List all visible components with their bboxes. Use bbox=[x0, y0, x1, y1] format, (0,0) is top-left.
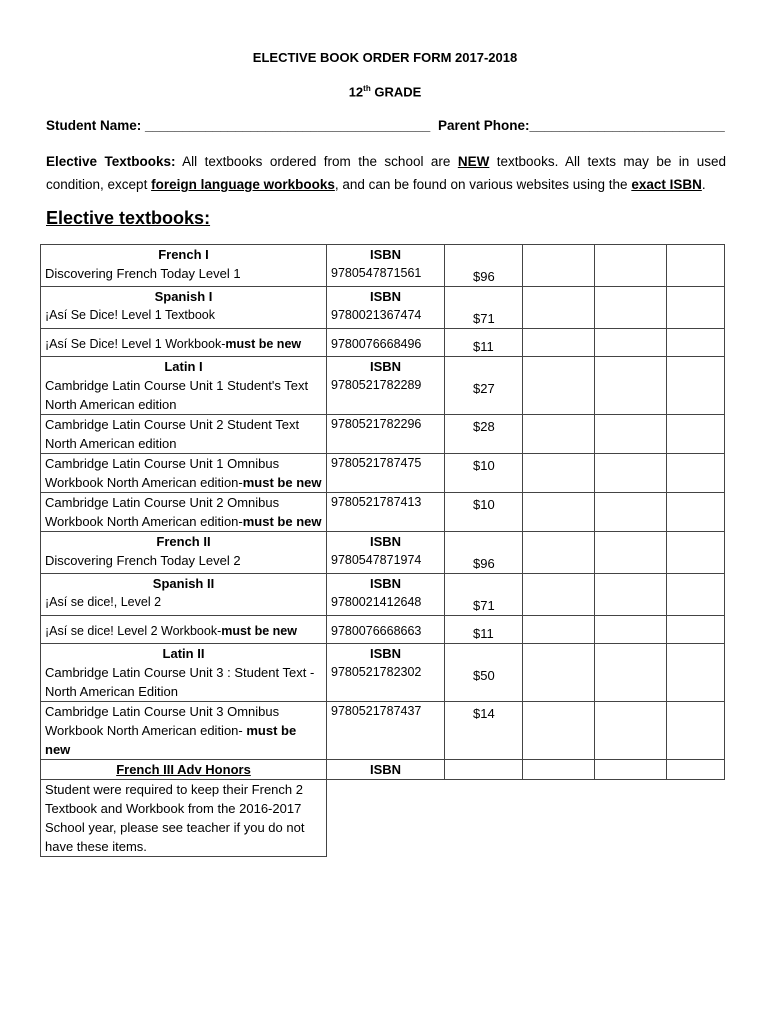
order-cell[interactable] bbox=[667, 493, 725, 532]
book-cell bbox=[41, 532, 327, 574]
isbn-cell bbox=[327, 245, 445, 287]
book-title: Cambridge Latin Course Unit 1 Omnibus Workbook North American edition-must be new bbox=[45, 456, 322, 490]
price-value: $71 bbox=[473, 598, 495, 613]
isbn-header: ISBN bbox=[369, 646, 402, 661]
book-row bbox=[41, 493, 725, 532]
section-row bbox=[41, 245, 725, 287]
price-value: $10 bbox=[473, 497, 495, 512]
form-title: ELECTIVE BOOK ORDER FORM 2017-2018 bbox=[252, 50, 518, 65]
price-value: $50 bbox=[473, 668, 495, 683]
section-name: Latin II bbox=[162, 646, 205, 661]
isbn-cell bbox=[327, 616, 445, 644]
price-value: $10 bbox=[473, 458, 495, 473]
order-cell[interactable] bbox=[523, 287, 595, 329]
isbn-cell bbox=[327, 760, 445, 780]
price-cell bbox=[445, 760, 523, 780]
section-name: Spanish II bbox=[152, 576, 215, 591]
book-title: Cambridge Latin Course Unit 3 : Student Text - North American Edition bbox=[45, 665, 315, 699]
book-cell bbox=[41, 415, 327, 454]
book-cell bbox=[41, 245, 327, 287]
section-row bbox=[41, 532, 725, 574]
isbn-header: ISBN bbox=[369, 762, 402, 777]
order-cell[interactable] bbox=[595, 357, 667, 415]
isbn-value: 9780076668496 bbox=[331, 337, 422, 351]
section-row bbox=[41, 574, 725, 616]
order-cell[interactable] bbox=[595, 616, 667, 644]
section-name: Latin I bbox=[164, 359, 203, 374]
isbn-header: ISBN bbox=[369, 289, 402, 304]
book-title: ¡Así se dice!, Level 2 bbox=[45, 595, 162, 609]
must-be-new: must be new bbox=[225, 337, 302, 351]
book-cell bbox=[41, 702, 327, 760]
order-cell[interactable] bbox=[523, 493, 595, 532]
intro-new: NEW bbox=[457, 154, 490, 169]
book-title: Discovering French Today Level 1 bbox=[45, 266, 241, 281]
grade-number: 12 bbox=[348, 84, 364, 100]
order-cell[interactable] bbox=[667, 760, 725, 780]
grade-label bbox=[0, 84, 770, 99]
book-title: ¡Así se dice! Level 2 Workbook-must be new bbox=[45, 624, 297, 638]
note-row bbox=[41, 780, 725, 857]
book-cell bbox=[41, 760, 327, 780]
book-title: Discovering French Today Level 2 bbox=[45, 553, 241, 568]
book-table bbox=[40, 244, 725, 857]
order-cell[interactable] bbox=[667, 454, 725, 493]
isbn-value: 9780521782296 bbox=[331, 417, 422, 431]
grade-text: GRADE bbox=[374, 84, 422, 100]
isbn-header: ISBN bbox=[369, 576, 402, 591]
price-value: $96 bbox=[473, 556, 495, 571]
order-cell[interactable] bbox=[595, 415, 667, 454]
order-cell[interactable] bbox=[667, 702, 725, 760]
order-cell[interactable] bbox=[595, 532, 667, 574]
price-cell bbox=[445, 574, 523, 616]
isbn-value: 9780521787437 bbox=[331, 704, 422, 718]
isbn-cell bbox=[327, 329, 445, 357]
isbn-cell bbox=[327, 357, 445, 415]
isbn-value: 9780521782289 bbox=[331, 378, 422, 392]
order-cell[interactable] bbox=[595, 245, 667, 287]
order-cell[interactable] bbox=[667, 616, 725, 644]
isbn-cell bbox=[327, 493, 445, 532]
book-row bbox=[41, 702, 725, 760]
order-cell[interactable] bbox=[523, 702, 595, 760]
isbn-value: 9780547871974 bbox=[331, 553, 422, 567]
order-cell[interactable] bbox=[595, 760, 667, 780]
order-cell[interactable] bbox=[667, 532, 725, 574]
isbn-header: ISBN bbox=[369, 534, 402, 549]
isbn-value: 9780521787413 bbox=[331, 495, 422, 509]
book-cell bbox=[41, 454, 327, 493]
isbn-header: ISBN bbox=[369, 247, 402, 262]
book-row bbox=[41, 454, 725, 493]
intro-text-4: . bbox=[701, 177, 706, 192]
order-cell[interactable] bbox=[667, 329, 725, 357]
isbn-value: 9780521787475 bbox=[331, 456, 422, 470]
price-cell bbox=[445, 454, 523, 493]
price-cell bbox=[445, 329, 523, 357]
order-cell[interactable] bbox=[595, 574, 667, 616]
grade-superscript: th bbox=[363, 84, 371, 93]
section-name: French III Adv Honors bbox=[116, 762, 251, 777]
book-title: ¡Así Se Dice! Level 1 Workbook-must be new bbox=[45, 337, 302, 351]
section-row bbox=[41, 760, 725, 780]
price-value: $96 bbox=[473, 269, 495, 284]
isbn-value: 9780521782302 bbox=[331, 665, 422, 679]
section-row bbox=[41, 357, 725, 415]
book-row bbox=[41, 329, 725, 357]
order-cell[interactable] bbox=[523, 532, 595, 574]
french3-note: Student were required to keep their French 2 Textbook and Workbook from the 2016-2017 School year, please see teacher if you do not have these items. bbox=[45, 782, 305, 854]
isbn-value: 9780076668663 bbox=[331, 624, 422, 638]
isbn-header: ISBN bbox=[369, 359, 402, 374]
price-value: $71 bbox=[473, 311, 495, 326]
section-heading: Elective textbooks: bbox=[46, 208, 211, 228]
book-title: Cambridge Latin Course Unit 3 Omnibus Workbook North American edition- must be new bbox=[45, 704, 297, 757]
section-name: French II bbox=[156, 534, 211, 549]
book-title: Cambridge Latin Course Unit 1 Student's Text North American edition bbox=[45, 378, 309, 412]
section-row bbox=[41, 287, 725, 329]
price-cell bbox=[445, 245, 523, 287]
price-value: $14 bbox=[473, 706, 495, 721]
book-cell bbox=[41, 287, 327, 329]
intro-text-2: textbooks. All texts may be in used condition, except bbox=[46, 154, 726, 192]
order-cell[interactable] bbox=[523, 357, 595, 415]
must-be-new: must be new bbox=[45, 723, 297, 757]
student-name-field[interactable]: Student Name: ______________________________________ bbox=[46, 118, 431, 133]
intro-text-3: , and can be found on various websites using the bbox=[334, 177, 632, 192]
price-cell bbox=[445, 644, 523, 702]
order-cell[interactable] bbox=[523, 574, 595, 616]
must-be-new: must be new bbox=[242, 514, 322, 529]
isbn-cell bbox=[327, 287, 445, 329]
isbn-cell bbox=[327, 415, 445, 454]
intro-exact-isbn: exact ISBN bbox=[631, 177, 702, 192]
order-cell[interactable] bbox=[667, 287, 725, 329]
price-cell bbox=[445, 616, 523, 644]
order-cell[interactable] bbox=[595, 644, 667, 702]
intro-foreign: foreign language workbooks bbox=[151, 177, 335, 192]
order-cell[interactable] bbox=[523, 454, 595, 493]
order-cell[interactable] bbox=[523, 329, 595, 357]
price-cell bbox=[445, 493, 523, 532]
order-cell[interactable] bbox=[667, 245, 725, 287]
book-cell bbox=[41, 574, 327, 616]
book-cell bbox=[41, 329, 327, 357]
book-title: Cambridge Latin Course Unit 2 Student Text North American edition bbox=[45, 417, 300, 451]
price-cell bbox=[445, 702, 523, 760]
order-cell[interactable] bbox=[595, 329, 667, 357]
order-cell[interactable] bbox=[595, 493, 667, 532]
isbn-cell bbox=[327, 574, 445, 616]
book-title: ¡Así Se Dice! Level 1 Textbook bbox=[45, 308, 215, 322]
must-be-new: must be new bbox=[242, 475, 322, 490]
order-cell[interactable] bbox=[595, 287, 667, 329]
isbn-value: 9780021367474 bbox=[331, 308, 422, 322]
order-cell[interactable] bbox=[667, 644, 725, 702]
book-title: Cambridge Latin Course Unit 2 Omnibus Workbook North American edition-must be new bbox=[45, 495, 322, 529]
order-cell[interactable] bbox=[523, 644, 595, 702]
section-row bbox=[41, 644, 725, 702]
order-cell[interactable] bbox=[595, 702, 667, 760]
isbn-value: 9780021412648 bbox=[331, 595, 422, 609]
isbn-cell bbox=[327, 644, 445, 702]
intro-text-1: All textbooks ordered from the school are bbox=[175, 154, 458, 169]
order-cell[interactable] bbox=[595, 454, 667, 493]
isbn-cell bbox=[327, 702, 445, 760]
price-value: $27 bbox=[473, 381, 495, 396]
note-cell bbox=[41, 780, 327, 857]
order-cell[interactable] bbox=[523, 616, 595, 644]
isbn-value: 9780547871561 bbox=[331, 266, 422, 280]
isbn-cell bbox=[327, 532, 445, 574]
book-row bbox=[41, 616, 725, 644]
book-cell bbox=[41, 493, 327, 532]
order-cell[interactable] bbox=[667, 574, 725, 616]
order-cell[interactable] bbox=[523, 760, 595, 780]
price-value: $11 bbox=[473, 626, 494, 641]
order-cell[interactable] bbox=[667, 415, 725, 454]
price-cell bbox=[445, 357, 523, 415]
order-cell[interactable] bbox=[523, 245, 595, 287]
intro-lead: Elective Textbooks: bbox=[46, 154, 176, 169]
price-cell bbox=[445, 532, 523, 574]
order-cell[interactable] bbox=[667, 357, 725, 415]
book-cell bbox=[41, 357, 327, 415]
book-cell bbox=[41, 644, 327, 702]
order-cell[interactable] bbox=[523, 415, 595, 454]
section-name: Spanish I bbox=[154, 289, 213, 304]
must-be-new: must be new bbox=[221, 624, 297, 638]
book-cell bbox=[41, 616, 327, 644]
parent-phone-field[interactable]: Parent Phone:__________________________ bbox=[438, 118, 725, 133]
price-cell bbox=[445, 415, 523, 454]
book-row bbox=[41, 415, 725, 454]
intro-paragraph bbox=[46, 150, 726, 196]
price-cell bbox=[445, 287, 523, 329]
section-name: French I bbox=[158, 247, 209, 262]
price-value: $28 bbox=[473, 419, 495, 434]
isbn-cell bbox=[327, 454, 445, 493]
price-value: $11 bbox=[473, 339, 494, 354]
